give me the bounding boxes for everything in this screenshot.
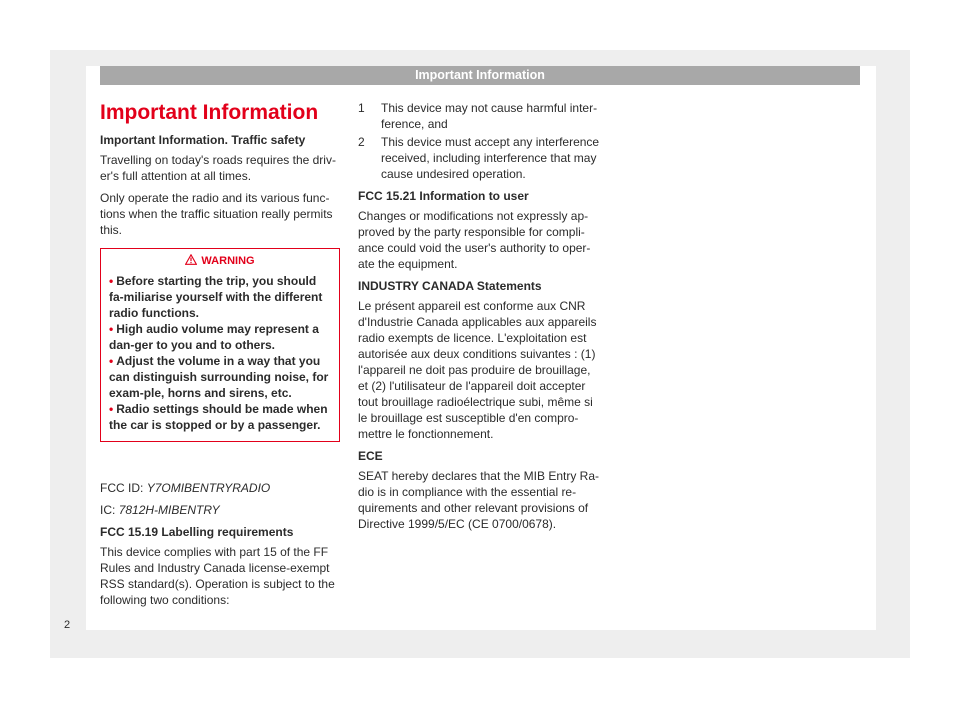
warning-item-text: High audio volume may represent a dan-ger to you and to others.	[109, 322, 319, 352]
fcc1521-text: Changes or modifications not expressly ap-proved by the party responsible for compli-ance could void the user's authority to oper-ate the equipment.	[358, 209, 591, 271]
ic-label: IC:	[100, 503, 116, 517]
warning-item-text: Radio settings should be made when the car is stopped or by a passenger.	[109, 402, 328, 432]
bullet-icon: •	[109, 402, 114, 416]
ece-heading: ECE	[358, 449, 383, 463]
ic-value: 7812H-MIBENTRY	[118, 503, 220, 517]
bullet-icon: •	[109, 322, 114, 336]
condition-text: This device may not cause harmful inter-ference, and	[381, 101, 598, 131]
bullet-icon: •	[109, 354, 114, 368]
warning-heading-label: WARNING	[201, 255, 255, 267]
warning-item	[109, 353, 331, 401]
section-subtitle: Important Information. Traffic safety	[100, 133, 306, 147]
right-column	[358, 100, 603, 538]
page-header: Important Information	[100, 66, 860, 85]
fcc1521-heading: FCC 15.21 Information to user	[358, 189, 529, 203]
bullet-icon: •	[109, 274, 114, 288]
paragraph: Only operate the radio and its various func-tions when the traffic situation really permits this.	[100, 191, 333, 237]
condition-item	[358, 134, 603, 182]
warning-triangle-icon	[185, 254, 197, 265]
left-column	[100, 100, 340, 614]
condition-number: 1	[358, 101, 365, 115]
warning-item-text: Before starting the trip, you should fa-miliarise yourself with the different radio functions.	[109, 274, 323, 320]
page-number: 2	[64, 619, 71, 631]
warning-item	[109, 321, 331, 353]
fcc-id-line	[100, 480, 340, 496]
condition-text: This device must accept any interference received, including interference that may cause undesired operation.	[381, 135, 600, 181]
condition-item	[358, 100, 603, 132]
fcc1519-text: This device complies with part 15 of the FF Rules and Industry Canada license-exempt RSS standard(s). Operation is subject to the following two conditions:	[100, 545, 335, 607]
warning-item	[109, 273, 331, 321]
warning-item-text: Adjust the volume in a way that you can distinguish surrounding noise, for exam-ple, horns and sirens, etc.	[109, 354, 329, 400]
fcc1519-heading: FCC 15.19 Labelling requirements	[100, 525, 294, 539]
ic-statements-heading: INDUSTRY CANADA Statements	[358, 279, 542, 293]
paragraph: Travelling on today's roads requires the driv-er's full attention at all times.	[100, 153, 336, 183]
fcc-id-value: Y7OMIBENTRYRADIO	[146, 481, 271, 495]
page-title: Important Information	[100, 101, 319, 124]
ece-text: SEAT hereby declares that the MIB Entry Ra-dio is in compliance with the essential re-quirements and other relevant provisions of Directive 1999/5/EC (CE 0700/0678).	[358, 469, 599, 531]
condition-number: 2	[358, 135, 365, 149]
warning-box	[100, 248, 340, 442]
warning-item	[109, 401, 331, 433]
warning-heading	[109, 249, 331, 273]
fcc-id-label: FCC ID:	[100, 481, 144, 495]
ic-line	[100, 502, 340, 518]
ic-statements-text: Le présent appareil est conforme aux CNR d'Industrie Canada applicables aux appareils radio exempts de licence. L'exploitation est autorisée aux deux conditions suivantes : (1) l'appareil ne doit pas produire de brouillage, et (2) l'utilisateur de l'appareil doit accepter tout brouillage radioélectrique subi, même si le brouillage est susceptible d'en compro-mettre le fonctionnement.	[358, 299, 597, 441]
